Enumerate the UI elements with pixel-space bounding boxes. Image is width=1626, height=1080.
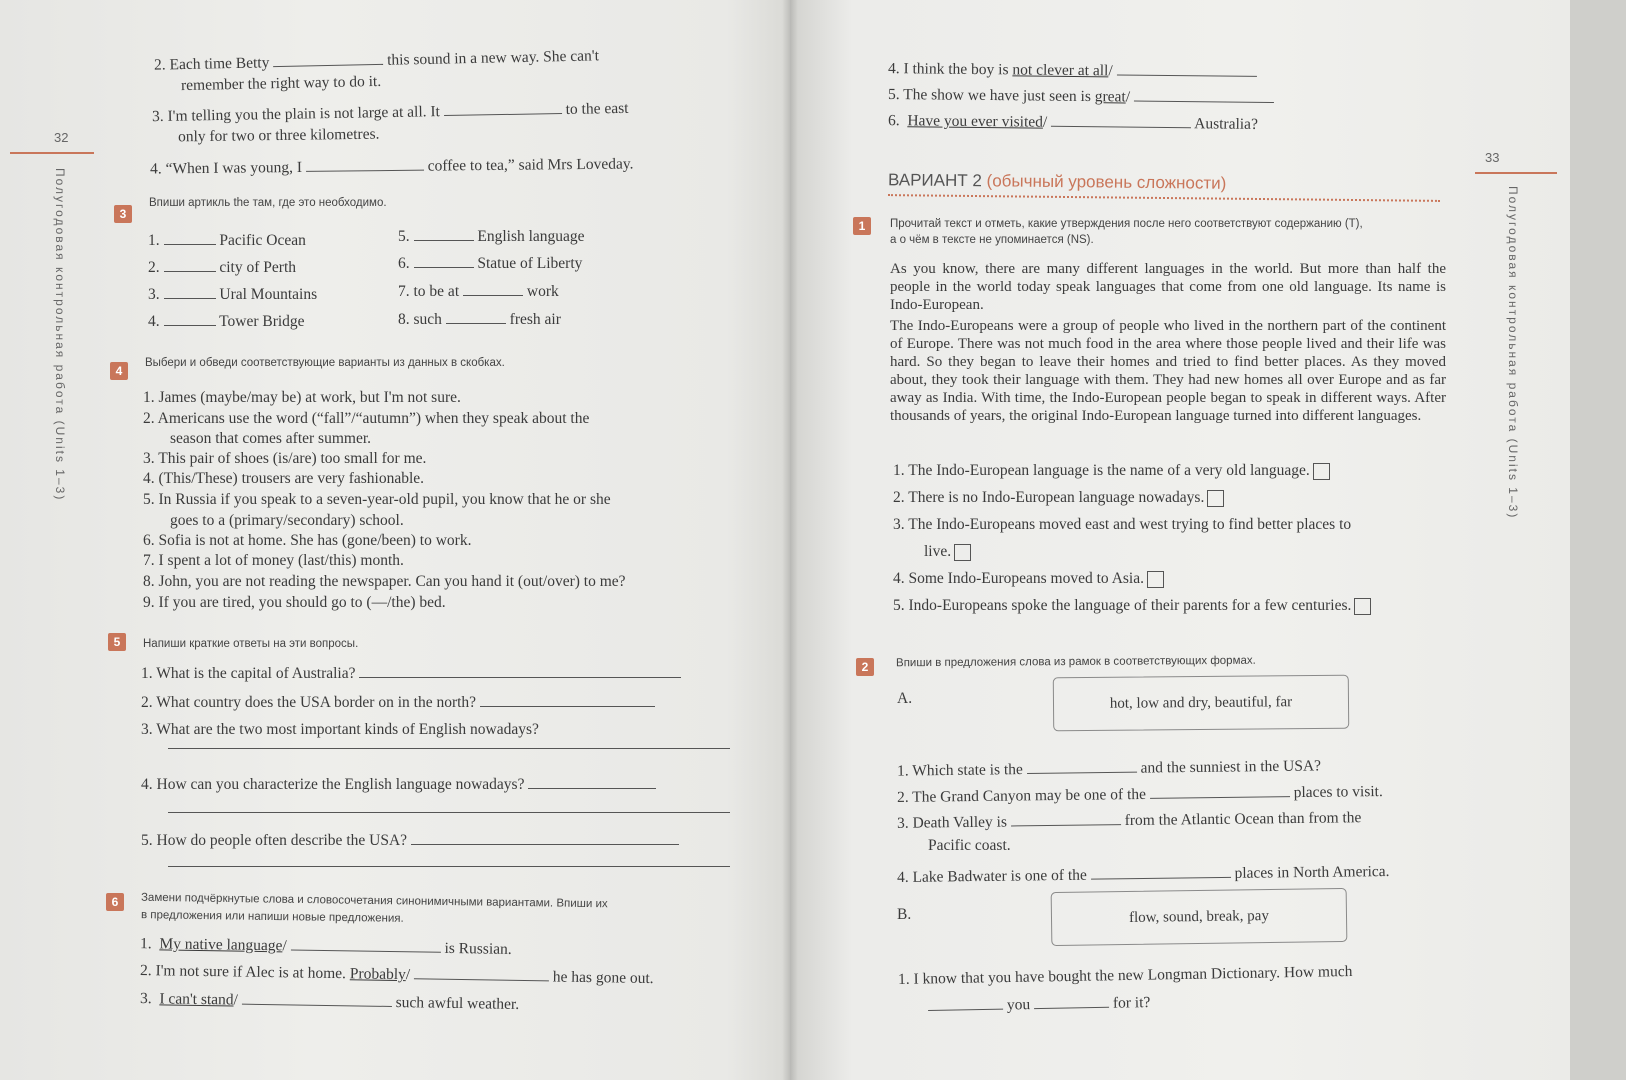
ex3-item-7: 7. to be at work (398, 283, 559, 300)
ex4-line-1: 1. James (maybe/may be) at work, but I'm not sure. (143, 389, 461, 406)
variant-heading-sub: (обычный уровень сложности) (986, 171, 1227, 193)
ex4-line-9: 7. I spent a lot of money (last/this) month. (143, 552, 404, 569)
ex6-item-3: 3. I can't stand/ such awful weather. (139, 990, 520, 1013)
a-sentence-1: 1. Which state is the and the sunniest in the USA? (896, 757, 1322, 780)
right-exercise-1-instruction-1: Прочитай текст и отметь, какие утверждения после него соответствуют содержанию (T), (890, 218, 1363, 230)
side-label-left: Полугодовая контрольная работа (Units 1–3) (53, 168, 67, 502)
word-box-a: hot, low and dry, beautiful, far (1053, 675, 1349, 732)
reading-text-paragraph-2: The Indo-Europeans were a group of people who lived in the northern part of the continent of Europe. There was not much food in the area where those people lived and their life was hard. So they began to leave their homes and tried to find better places. As they moved about, they took their language with them. They had new homes all over Europe and as far away as India. With time, the Indo-European people began to speak in different ways. After thousands of years, the original Indo-European language turned into different languages. (890, 318, 1446, 424)
right-exercise-1-instruction-2: а о чём в тексте не упоминается (NS). (890, 234, 1094, 246)
ex4-line-4: 3. This pair of shoes (is/are) too small for me. (143, 450, 427, 467)
statement-1: 1. The Indo-European language is the name of a very old language. (893, 462, 1330, 480)
exercise-6-instruction-2: в предложения или напиши новые предложения. (140, 909, 404, 925)
ex2-sentence-4: 4. “When I was young, I coffee to tea,” said Mrs Loveday. (149, 155, 634, 178)
reading-text-paragraph-1: As you know, there are many different languages in the world. But more than half the people in the world today speak languages that come from one old language. Its name is Indo-European. (890, 261, 1446, 313)
right-exercise-2-instruction: Впиши в предложения слова из рамок в соответствующих формах. (895, 654, 1256, 670)
exercise-3-badge: 3 (114, 205, 132, 223)
right-exercise-2-badge: 2 (856, 658, 874, 676)
side-rule-left (10, 152, 94, 154)
ex3-item-6: 6. Statue of Liberty (398, 255, 583, 272)
a-sentence-3-line2: Pacific coast. (928, 837, 1011, 854)
a-sentence-4: 4. Lake Badwater is one of the places in North America. (896, 862, 1390, 887)
side-rule-right (1475, 172, 1557, 174)
ex5-question-2: 2. What country does the USA border on in the north? (141, 692, 655, 712)
exercise-6-instruction-1: Замени подчёркнутые слова и словосочетания синонимичными вариантами. Впиши их (140, 891, 608, 911)
ex5-question-4: 4. How can you characterize the English language nowadays? (141, 774, 656, 794)
exercise-4-badge: 4 (110, 362, 128, 380)
statement-4: 4. Some Indo-Europeans moved to Asia. (893, 570, 1164, 588)
right-top-item-6: 6. Have you ever visited/ Australia? (887, 112, 1258, 133)
ex3-item-2: 2. city of Perth (148, 259, 296, 276)
ex3-item-8: 8. such fresh air (398, 311, 561, 328)
ex2-sentence-3-line2: only for two or three kilometres. (177, 125, 380, 146)
page-number-left: 32 (54, 130, 69, 145)
ex6-item-1: 1. My native language/ is Russian. (139, 935, 512, 958)
statement-2-checkbox[interactable] (1207, 490, 1224, 507)
ex5-answer-line-5 (168, 866, 730, 867)
page-number-right: 33 (1485, 150, 1500, 165)
exercise-5-badge: 5 (108, 633, 126, 651)
right-top-item-4: 4. I think the boy is not clever at all/ (888, 58, 1257, 82)
exercise-3-instruction: Впиши артикль the там, где это необходимо. (149, 197, 387, 209)
ex6-item-2: 2. I'm not sure if Alec is at home. Probably/ he has gone out. (139, 961, 654, 988)
exercise-5-instruction: Напиши краткие ответы на эти вопросы. (143, 638, 359, 650)
statement-5-checkbox[interactable] (1354, 598, 1371, 615)
section-b-label: B. (897, 906, 912, 923)
ex3-item-4: 4. Tower Bridge (148, 313, 305, 330)
ex5-question-1: 1. What is the capital of Australia? (141, 663, 681, 683)
ex5-question-3: 3. What are the two most important kinds of English nowadays? (141, 721, 539, 738)
statement-1-checkbox[interactable] (1313, 463, 1330, 480)
ex5-question-5: 5. How do people often describe the USA? (141, 830, 679, 850)
ex4-line-6: 5. In Russia if you speak to a seven-year-old pupil, you know that he or she (143, 491, 611, 508)
ex4-line-5: 4. (This/These) trousers are very fashionable. (143, 470, 425, 487)
ex3-item-1: 1. Pacific Ocean (148, 232, 306, 249)
exercise-6-badge: 6 (106, 893, 124, 911)
statement-2: 2. There is no Indo-European language nowadays. (893, 489, 1224, 507)
ex4-line-11: 9. If you are tired, you should go to (—/the) bed. (143, 594, 446, 611)
ex2-sentence-2-line2: remember the right way to do it. (180, 72, 382, 95)
table-surface (1570, 0, 1626, 1080)
ex4-line-10: 8. John, you are not reading the newspaper. Can you hand it (out/over) to me? (143, 573, 626, 590)
a-sentence-2: 2. The Grand Canyon may be one of the places to visit. (896, 783, 1383, 806)
variant-heading (888, 170, 1227, 194)
a-sentence-3-line1: 3. Death Valley is from the Atlantic Ocean than from the (896, 809, 1362, 832)
b-sentence-1-line1: 1. I know that you have bought the new Longman Dictionary. How much (897, 963, 1353, 988)
ex5-answer-line-3 (168, 748, 730, 749)
ex4-line-7: goes to a (primary/secondary) school. (170, 512, 404, 529)
word-box-b: flow, sound, break, pay (1051, 888, 1348, 946)
right-exercise-1-badge: 1 (853, 217, 871, 235)
variant-heading-main: ВАРИАНТ 2 (887, 170, 982, 191)
section-a-label: A. (897, 690, 913, 707)
ex4-line-8: 6. Sofia is not at home. She has (gone/been) to work. (143, 532, 472, 549)
book-gutter (782, 0, 798, 1080)
ex4-line-3: season that comes after summer. (170, 430, 372, 447)
statement-4-checkbox[interactable] (1147, 571, 1164, 588)
ex3-item-5: 5. English language (398, 228, 585, 245)
ex5-answer-line-4 (168, 812, 730, 813)
statement-3-line2: live. (924, 543, 971, 561)
side-label-right: Полугодовая контрольная работа (Units 1–3) (1506, 186, 1520, 520)
ex2-sentence-3-line1: 3. I'm telling you the plain is not large at all. It to the east (151, 99, 629, 126)
b-sentence-1-line2: you for it? (928, 992, 1151, 1016)
statement-5: 5. Indo-Europeans spoke the language of their parents for a few centuries. (893, 597, 1371, 615)
ex2-sentence-2-line1: 2. Each time Betty this sound in a new way. She can't (153, 47, 600, 74)
exercise-4-instruction: Выбери и обведи соответствующие варианты из данных в скобках. (145, 357, 505, 369)
right-top-item-5: 5. The show we have just seen is great/ (888, 84, 1274, 108)
ex3-item-3: 3. Ural Mountains (148, 286, 318, 303)
statement-3-line1: 3. The Indo-Europeans moved east and west trying to find better places to (893, 516, 1352, 533)
statement-3-checkbox[interactable] (954, 544, 971, 561)
ex4-line-2: 2. Americans use the word (“fall”/“autumn”) when they speak about the (143, 410, 590, 427)
